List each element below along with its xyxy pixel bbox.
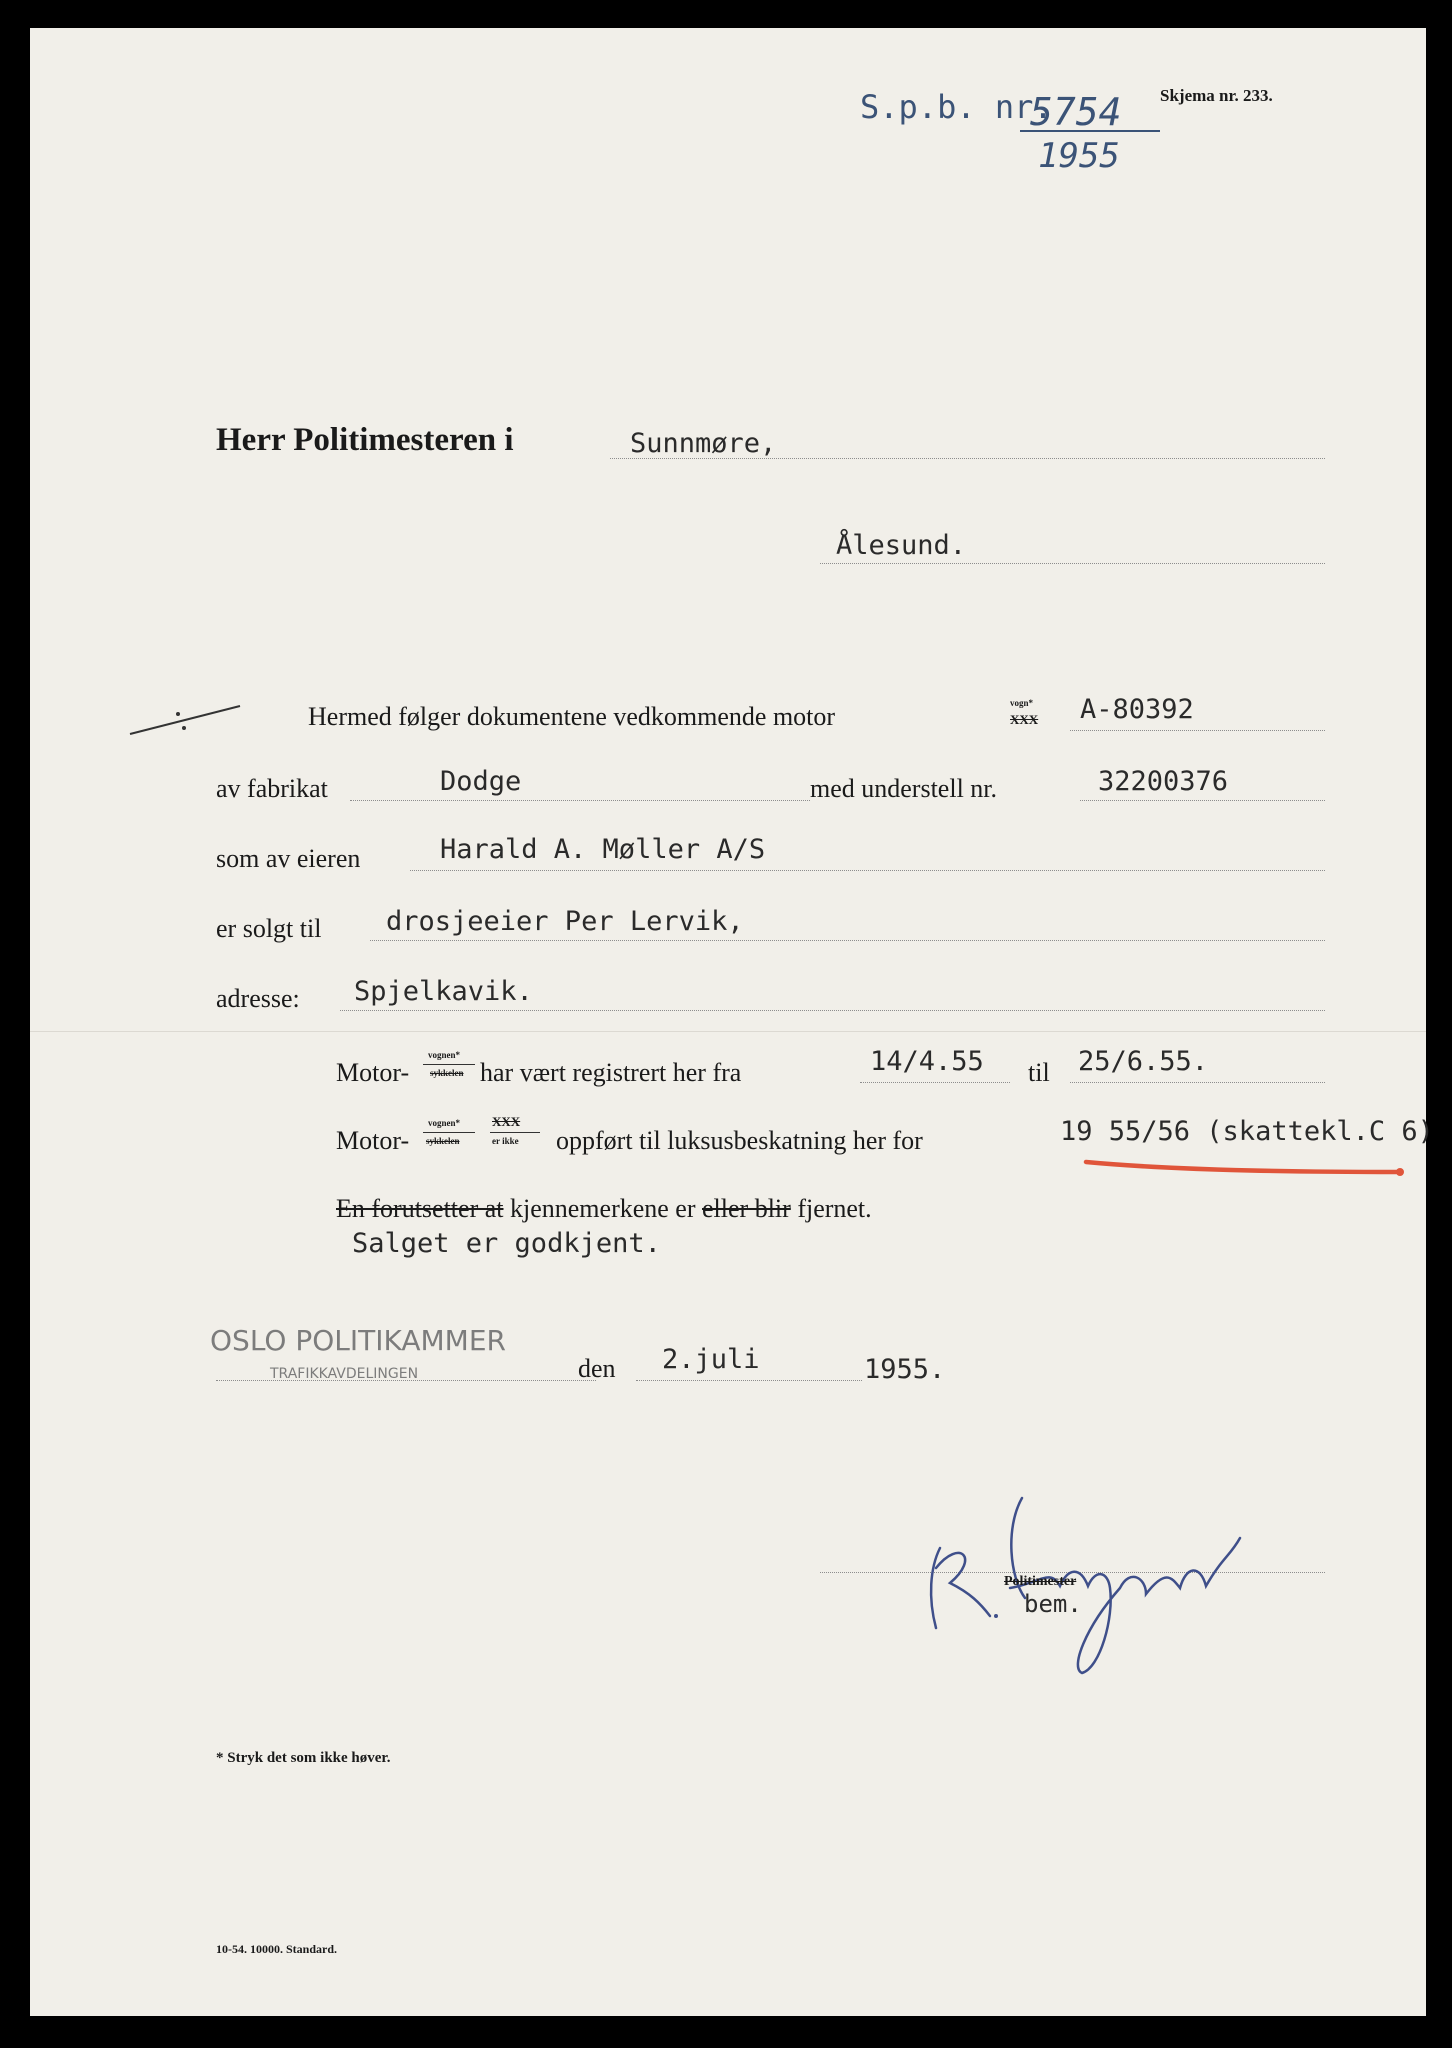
stamp-main: OSLO POLITIKAMMER: [210, 1324, 506, 1357]
tax-vogn: vognen*: [428, 1118, 461, 1128]
buyer-value: drosjeeier Per Lervik,: [386, 906, 744, 937]
stamp-sub: TRAFIKKAVDELINGEN: [270, 1366, 419, 1382]
address-label: adresse:: [216, 984, 300, 1013]
tax-er-ikke: er ikke: [492, 1136, 519, 1146]
red-underline-icon: [1082, 1156, 1412, 1182]
form-number: Skjema nr. 233.: [1160, 86, 1273, 105]
tax-text: oppført til luksusbeskatning her for: [556, 1126, 923, 1155]
plates-end: fjernet.: [790, 1194, 872, 1223]
spb-label: S.p.b. nr.: [860, 88, 1053, 126]
spb-divider: [1020, 130, 1160, 132]
registered-prefix: Motor-: [336, 1058, 410, 1087]
addressee-label: Herr Politimesteren i: [216, 422, 514, 458]
until-label: til: [1028, 1058, 1050, 1087]
struck-clause-2: eller blir: [702, 1194, 791, 1223]
registered-from: 14/4.55: [870, 1046, 984, 1077]
owner-label: som av eieren: [216, 844, 361, 873]
approval-note: Salget er godkjent.: [352, 1228, 661, 1259]
date-label: den: [578, 1354, 616, 1383]
spb-year: 1955: [1038, 136, 1120, 176]
tax-prefix: Motor-: [336, 1126, 410, 1155]
vehicle-type-struck: XXX: [1010, 712, 1039, 727]
make-label: av fabrikat: [216, 774, 328, 803]
addressee-district: Sunnmøre,: [630, 428, 777, 459]
spb-number: 5754: [1030, 90, 1122, 134]
signatory-title: bem.: [1024, 1590, 1082, 1618]
registered-vogn: vognen*: [428, 1050, 461, 1060]
registration-number: A-80392: [1080, 694, 1194, 725]
date-day: 2.juli: [662, 1344, 760, 1375]
make-value: Dodge: [440, 766, 522, 797]
vehicle-type-vogn: vogn*: [1010, 698, 1034, 708]
margin-mark-icon: [128, 700, 248, 740]
document-page: [30, 28, 1434, 2016]
date-year: 1955.: [864, 1354, 946, 1385]
address-value: Spjelkavik.: [354, 976, 533, 1007]
tax-struck: sykkelen: [426, 1136, 460, 1146]
print-info: 10-54. 10000. Standard.: [216, 1942, 338, 1956]
tax-xxx: XXX: [492, 1114, 521, 1129]
intro-text: Hermed følger dokumentene vedkommende motor: [308, 702, 836, 731]
tax-period: 19 55/56 (skattekl.C 6): [1060, 1116, 1434, 1147]
chassis-label: med understell nr.: [810, 774, 998, 803]
struck-clause-1: En forutsetter at: [336, 1194, 504, 1223]
registered-text: har vært registrert her fra: [480, 1058, 742, 1087]
signatory-title-struck: Politimester: [1004, 1574, 1077, 1589]
registered-struck: sykkelen: [430, 1068, 464, 1078]
addressee-city: Ålesund.: [836, 530, 967, 561]
owner-value: Harald A. Møller A/S: [440, 834, 766, 865]
chassis-value: 32200376: [1098, 766, 1229, 797]
signature-icon: [910, 1468, 1310, 1678]
registered-until: 25/6.55.: [1078, 1046, 1209, 1077]
plates-text: kjennemerkene er: [503, 1194, 703, 1223]
buyer-label: er solgt til: [216, 914, 322, 943]
footnote: * Stryk det som ikke høver.: [216, 1750, 391, 1766]
